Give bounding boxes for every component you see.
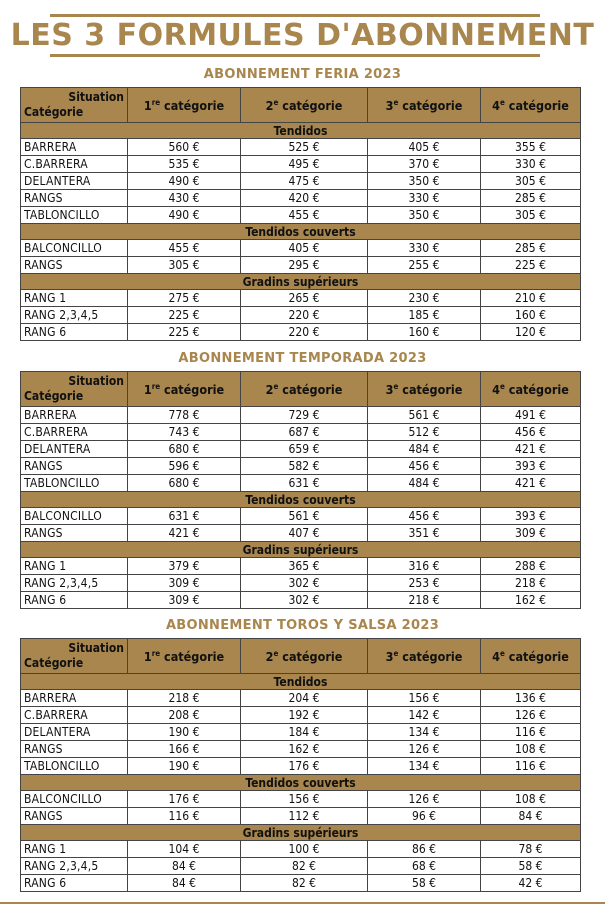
row-label: BARRERA — [21, 690, 128, 707]
column-label: catégorie — [282, 97, 343, 113]
group-header-row — [21, 542, 581, 558]
row-label: C.BARRERA — [21, 424, 128, 441]
table-row — [21, 139, 581, 156]
group-header-row — [21, 775, 581, 791]
row-label: RANGS — [21, 458, 128, 475]
price-cell: 560 € — [128, 139, 241, 156]
situation-label: Situation — [68, 641, 124, 655]
row-label: BARRERA — [21, 139, 128, 156]
column-label: catégorie — [508, 97, 569, 113]
price-cell: 166 € — [128, 741, 241, 758]
price-cell: 84 € — [481, 808, 581, 825]
column-label: catégorie — [164, 97, 225, 113]
row-label: RANGS — [21, 808, 128, 825]
price-cell: 84 € — [128, 875, 241, 892]
group-header-row — [21, 825, 581, 841]
price-cell: 631 € — [128, 508, 241, 525]
table-row — [21, 475, 581, 492]
price-cell: 112 € — [241, 808, 368, 825]
table-row — [21, 407, 581, 424]
price-cell: 82 € — [241, 875, 368, 892]
table-row — [21, 424, 581, 441]
price-cell: 230 € — [368, 290, 481, 307]
column-number: 3 — [385, 381, 394, 397]
price-cell: 285 € — [481, 240, 581, 257]
price-cell: 160 € — [481, 307, 581, 324]
price-cell: 309 € — [481, 525, 581, 542]
table-row — [21, 575, 581, 592]
column-header — [241, 372, 368, 407]
price-cell: 142 € — [368, 707, 481, 724]
row-label: DELANTERA — [21, 173, 128, 190]
price-cell: 134 € — [368, 724, 481, 741]
price-cell: 512 € — [368, 424, 481, 441]
column-number: 2 — [265, 381, 274, 397]
price-cell: 265 € — [241, 290, 368, 307]
section-title-toros-y-salsa: ABONNEMENT TOROS Y SALSA 2023 — [165, 618, 440, 633]
price-cell: 116 € — [481, 724, 581, 741]
column-number: 4 — [492, 381, 500, 397]
price-cell: 455 € — [241, 207, 368, 224]
price-cell: 116 € — [481, 758, 581, 775]
price-cell: 430 € — [128, 190, 241, 207]
column-suffix: e — [499, 381, 505, 391]
price-cell: 405 € — [241, 240, 368, 257]
column-suffix: e — [499, 97, 505, 107]
header-row — [21, 88, 581, 123]
categorie-label: Catégorie — [24, 656, 84, 670]
table-row — [21, 508, 581, 525]
price-cell: 350 € — [368, 207, 481, 224]
column-number: 1 — [143, 97, 152, 113]
row-label: RANGS — [21, 525, 128, 542]
table-row — [21, 324, 581, 341]
price-cell: 104 € — [128, 841, 241, 858]
table-row — [21, 173, 581, 190]
table-row — [21, 290, 581, 307]
column-label: catégorie — [402, 97, 463, 113]
price-cell: 120 € — [481, 324, 581, 341]
column-header — [241, 639, 368, 674]
row-label: BARRERA — [21, 407, 128, 424]
price-cell: 302 € — [241, 575, 368, 592]
price-cell: 68 € — [368, 858, 481, 875]
row-label: RANG 6 — [21, 875, 128, 892]
price-cell: 316 € — [368, 558, 481, 575]
column-header — [128, 372, 241, 407]
price-cell: 330 € — [368, 240, 481, 257]
header-corner — [21, 639, 128, 674]
table-row — [21, 592, 581, 609]
price-cell: 108 € — [481, 741, 581, 758]
price-cell: 58 € — [481, 858, 581, 875]
group-label: Tendidos — [21, 123, 581, 139]
price-cell: 162 € — [481, 592, 581, 609]
price-cell: 305 € — [481, 173, 581, 190]
section-title-temporada: ABONNEMENT TEMPORADA 2023 — [178, 351, 427, 366]
price-cell: 778 € — [128, 407, 241, 424]
row-label: RANGS — [21, 257, 128, 274]
price-cell: 78 € — [481, 841, 581, 858]
column-number: 4 — [492, 648, 500, 664]
row-label: RANG 1 — [21, 558, 128, 575]
price-cell: 490 € — [128, 207, 241, 224]
column-number: 1 — [143, 648, 152, 664]
situation-label: Situation — [68, 374, 124, 388]
row-label: TABLONCILLO — [21, 475, 128, 492]
price-cell: 525 € — [241, 139, 368, 156]
price-cell: 108 € — [481, 791, 581, 808]
price-cell: 405 € — [368, 139, 481, 156]
column-label: catégorie — [282, 381, 343, 397]
price-cell: 220 € — [241, 307, 368, 324]
row-label: BALCONCILLO — [21, 240, 128, 257]
price-cell: 184 € — [241, 724, 368, 741]
row-label: DELANTERA — [21, 441, 128, 458]
price-cell: 126 € — [481, 707, 581, 724]
price-cell: 365 € — [241, 558, 368, 575]
header-corner — [21, 88, 128, 123]
price-cell: 379 € — [128, 558, 241, 575]
table-row — [21, 525, 581, 542]
group-header-row — [21, 492, 581, 508]
price-cell: 420 € — [241, 190, 368, 207]
price-cell: 204 € — [241, 690, 368, 707]
column-number: 2 — [265, 648, 274, 664]
price-cell: 421 € — [481, 475, 581, 492]
price-cell: 136 € — [481, 690, 581, 707]
column-suffix: re — [151, 97, 161, 107]
price-cell: 561 € — [241, 508, 368, 525]
table-row — [21, 458, 581, 475]
table-row — [21, 791, 581, 808]
column-label: catégorie — [508, 381, 569, 397]
price-cell: 330 € — [481, 156, 581, 173]
price-cell: 659 € — [241, 441, 368, 458]
column-suffix: e — [393, 381, 399, 391]
price-cell: 393 € — [481, 508, 581, 525]
group-label: Tendidos — [21, 674, 581, 690]
table-row — [21, 858, 581, 875]
group-header-row — [21, 674, 581, 690]
table-row — [21, 307, 581, 324]
column-header — [128, 88, 241, 123]
price-cell: 160 € — [368, 324, 481, 341]
price-cell: 225 € — [128, 324, 241, 341]
price-cell: 96 € — [368, 808, 481, 825]
group-header-row — [21, 224, 581, 240]
price-cell: 225 € — [481, 257, 581, 274]
column-suffix: e — [499, 648, 505, 658]
column-label: catégorie — [508, 648, 569, 664]
price-cell: 305 € — [481, 207, 581, 224]
price-cell: 218 € — [368, 592, 481, 609]
price-cell: 309 € — [128, 575, 241, 592]
section-title-feria: ABONNEMENT FERIA 2023 — [203, 67, 402, 82]
price-cell: 491 € — [481, 407, 581, 424]
price-cell: 82 € — [241, 858, 368, 875]
row-label: RANG 2,3,4,5 — [21, 858, 128, 875]
price-cell: 484 € — [368, 441, 481, 458]
price-cell: 680 € — [128, 441, 241, 458]
price-cell: 535 € — [128, 156, 241, 173]
price-cell: 220 € — [241, 324, 368, 341]
header-corner — [21, 372, 128, 407]
price-cell: 407 € — [241, 525, 368, 542]
price-cell: 58 € — [368, 875, 481, 892]
column-label: catégorie — [164, 381, 225, 397]
column-suffix: re — [151, 381, 161, 391]
price-cell: 456 € — [368, 508, 481, 525]
column-header — [481, 88, 581, 123]
column-suffix: e — [273, 648, 279, 658]
table-row — [21, 808, 581, 825]
price-cell: 176 € — [128, 791, 241, 808]
row-label: TABLONCILLO — [21, 758, 128, 775]
group-header-row — [21, 274, 581, 290]
group-header-row — [21, 123, 581, 139]
price-cell: 225 € — [128, 307, 241, 324]
price-cell: 421 € — [128, 525, 241, 542]
price-cell: 285 € — [481, 190, 581, 207]
column-number: 1 — [143, 381, 152, 397]
row-label: C.BARRERA — [21, 156, 128, 173]
price-cell: 100 € — [241, 841, 368, 858]
column-suffix: e — [273, 381, 279, 391]
table-row — [21, 758, 581, 775]
price-cell: 185 € — [368, 307, 481, 324]
row-label: RANGS — [21, 190, 128, 207]
row-label: BALCONCILLO — [21, 508, 128, 525]
price-cell: 305 € — [128, 257, 241, 274]
price-cell: 456 € — [368, 458, 481, 475]
price-cell: 351 € — [368, 525, 481, 542]
column-label: catégorie — [282, 648, 343, 664]
price-cell: 302 € — [241, 592, 368, 609]
table-row — [21, 690, 581, 707]
row-label: RANG 6 — [21, 324, 128, 341]
header-row — [21, 639, 581, 674]
price-cell: 370 € — [368, 156, 481, 173]
price-cell: 490 € — [128, 173, 241, 190]
price-cell: 631 € — [241, 475, 368, 492]
column-label: catégorie — [402, 648, 463, 664]
price-cell: 208 € — [128, 707, 241, 724]
column-label: catégorie — [402, 381, 463, 397]
price-cell: 134 € — [368, 758, 481, 775]
price-cell: 255 € — [368, 257, 481, 274]
table-row — [21, 707, 581, 724]
price-cell: 190 € — [128, 758, 241, 775]
categorie-label: Catégorie — [24, 105, 84, 119]
categorie-label: Catégorie — [24, 389, 84, 403]
price-cell: 192 € — [241, 707, 368, 724]
header-row — [21, 372, 581, 407]
table-row — [21, 558, 581, 575]
table-row — [21, 257, 581, 274]
price-cell: 218 € — [128, 690, 241, 707]
price-cell: 456 € — [481, 424, 581, 441]
group-label: Gradins supérieurs — [21, 542, 581, 558]
column-suffix: re — [151, 648, 161, 658]
column-suffix: e — [273, 97, 279, 107]
row-label: C.BARRERA — [21, 707, 128, 724]
column-header — [368, 372, 481, 407]
situation-label: Situation — [68, 90, 124, 104]
price-cell: 295 € — [241, 257, 368, 274]
table-row — [21, 875, 581, 892]
table-row — [21, 724, 581, 741]
price-cell: 218 € — [481, 575, 581, 592]
price-cell: 86 € — [368, 841, 481, 858]
column-header — [128, 639, 241, 674]
price-cell: 126 € — [368, 791, 481, 808]
group-label: Gradins supérieurs — [21, 825, 581, 841]
price-cell: 176 € — [241, 758, 368, 775]
price-cell: 84 € — [128, 858, 241, 875]
group-label: Gradins supérieurs — [21, 274, 581, 290]
row-label: BALCONCILLO — [21, 791, 128, 808]
table-row — [21, 207, 581, 224]
page-title: LES 3 FORMULES D'ABONNEMENT — [10, 18, 595, 53]
row-label: RANGS — [21, 741, 128, 758]
bottom-rule — [0, 902, 605, 904]
column-header — [481, 639, 581, 674]
price-cell: 156 € — [241, 791, 368, 808]
table-row — [21, 156, 581, 173]
price-cell: 116 € — [128, 808, 241, 825]
row-label: RANG 2,3,4,5 — [21, 307, 128, 324]
top-rule — [50, 14, 540, 17]
price-cell: 743 € — [128, 424, 241, 441]
price-cell: 729 € — [241, 407, 368, 424]
pricing-table-toros-y-salsa — [20, 638, 581, 892]
row-label: RANG 2,3,4,5 — [21, 575, 128, 592]
price-cell: 582 € — [241, 458, 368, 475]
table-row — [21, 190, 581, 207]
table-row — [21, 240, 581, 257]
table-row — [21, 441, 581, 458]
column-number: 3 — [385, 97, 394, 113]
column-label: catégorie — [164, 648, 225, 664]
table-row — [21, 741, 581, 758]
column-header — [241, 88, 368, 123]
column-number: 2 — [265, 97, 274, 113]
title-underline — [50, 54, 540, 57]
price-cell: 156 € — [368, 690, 481, 707]
price-cell: 309 € — [128, 592, 241, 609]
price-cell: 680 € — [128, 475, 241, 492]
price-cell: 190 € — [128, 724, 241, 741]
price-cell: 455 € — [128, 240, 241, 257]
column-header — [368, 639, 481, 674]
group-label: Tendidos couverts — [21, 775, 581, 791]
price-cell: 393 € — [481, 458, 581, 475]
row-label: RANG 1 — [21, 290, 128, 307]
price-cell: 350 € — [368, 173, 481, 190]
row-label: RANG 1 — [21, 841, 128, 858]
column-header — [481, 372, 581, 407]
column-number: 4 — [492, 97, 500, 113]
price-cell: 475 € — [241, 173, 368, 190]
price-cell: 495 € — [241, 156, 368, 173]
pricing-table-temporada — [20, 371, 581, 609]
row-label: RANG 6 — [21, 592, 128, 609]
price-cell: 288 € — [481, 558, 581, 575]
column-suffix: e — [393, 97, 399, 107]
column-header — [368, 88, 481, 123]
price-cell: 561 € — [368, 407, 481, 424]
price-cell: 687 € — [241, 424, 368, 441]
column-suffix: e — [393, 648, 399, 658]
price-cell: 596 € — [128, 458, 241, 475]
group-label: Tendidos couverts — [21, 224, 581, 240]
column-number: 3 — [385, 648, 394, 664]
table-row — [21, 841, 581, 858]
price-cell: 330 € — [368, 190, 481, 207]
price-cell: 42 € — [481, 875, 581, 892]
price-cell: 210 € — [481, 290, 581, 307]
price-cell: 355 € — [481, 139, 581, 156]
group-label: Tendidos couverts — [21, 492, 581, 508]
price-cell: 275 € — [128, 290, 241, 307]
price-cell: 421 € — [481, 441, 581, 458]
row-label: DELANTERA — [21, 724, 128, 741]
price-cell: 484 € — [368, 475, 481, 492]
row-label: TABLONCILLO — [21, 207, 128, 224]
price-cell: 253 € — [368, 575, 481, 592]
pricing-table-feria — [20, 87, 581, 341]
price-cell: 126 € — [368, 741, 481, 758]
price-cell: 162 € — [241, 741, 368, 758]
